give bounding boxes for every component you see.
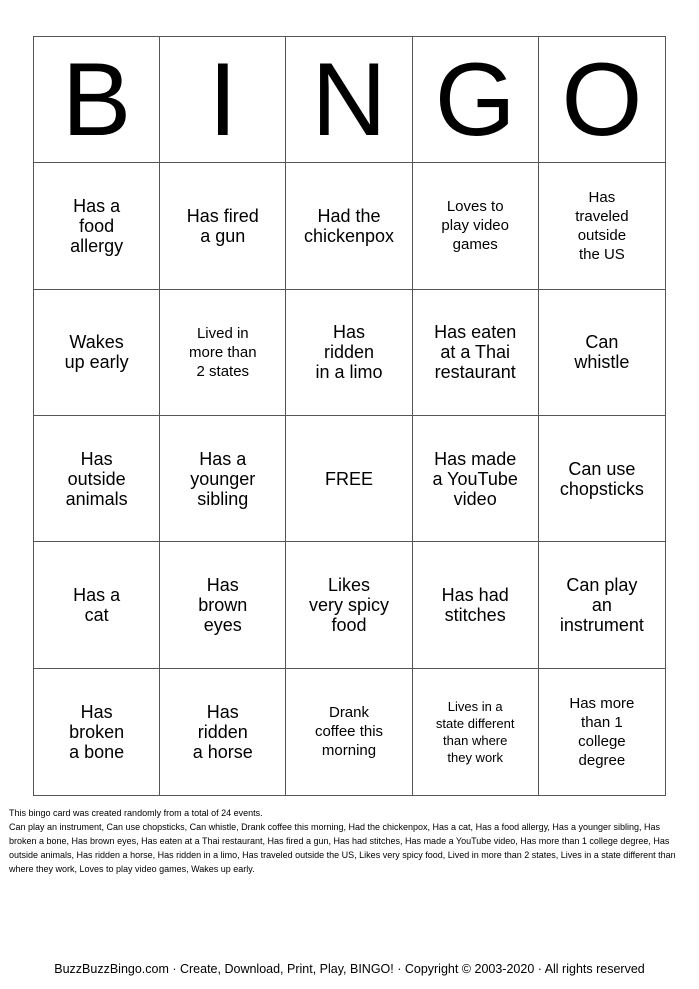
bingo-square: Lives in a state different than where they work (413, 669, 539, 795)
bingo-square: Has a food allergy (34, 163, 160, 289)
bingo-square: Likes very spicy food (286, 542, 412, 668)
bingo-square: Has had stitches (413, 542, 539, 668)
header-letter-n: N (286, 37, 412, 163)
footnote-summary: This bingo card was created randomly from a total of 24 events. (9, 808, 263, 818)
bingo-square: Has eaten at a Thai restaurant (413, 290, 539, 416)
bingo-square: Has broken a bone (34, 669, 160, 795)
bingo-square: Can whistle (539, 290, 665, 416)
bingo-square: Has a cat (34, 542, 160, 668)
bingo-square: Lived in more than 2 states (160, 290, 286, 416)
bingo-square: Had the chickenpox (286, 163, 412, 289)
bingo-square: Can play an instrument (539, 542, 665, 668)
header-letter-i: I (160, 37, 286, 163)
bingo-square: Drank coffee this morning (286, 669, 412, 795)
bingo-square: Has traveled outside the US (539, 163, 665, 289)
bingo-square: Wakes up early (34, 290, 160, 416)
bingo-square: Has ridden in a limo (286, 290, 412, 416)
bingo-square: Has brown eyes (160, 542, 286, 668)
header-letter-b: B (34, 37, 160, 163)
bingo-square: Has made a YouTube video (413, 416, 539, 542)
footnote (9, 806, 684, 876)
bingo-square: Can use chopsticks (539, 416, 665, 542)
copyright-footer: BuzzBuzzBingo.com · Create, Download, Print, Play, BINGO! · Copyright © 2003-2020 · All rights reserved (54, 962, 645, 976)
bingo-card (33, 36, 666, 796)
bingo-square: Has a younger sibling (160, 416, 286, 542)
header-letter-g: G (413, 37, 539, 163)
footnote-event-list: Can play an instrument, Can use chopsticks, Can whistle, Drank coffee this morning, Had the chickenpox, Has a cat, Has a food allergy, Has a younger sibling, Has broken a bone, Has brown eyes, Has eaten at a Thai restaurant, Has fired a gun, Has had stitches, Has made a YouTube video, Has more than 1 college degree, Has outside animals, Has ridden a horse, Has ridden in a limo, Has traveled outside the US, Likes very spicy food, Lived in more than 2 states, Lives in a state different than where they work, Loves to play video games, Wakes up early. (9, 822, 676, 874)
bingo-square: Loves to play video games (413, 163, 539, 289)
bingo-square: Has more than 1 college degree (569, 694, 635, 769)
bingo-square: Has fired a gun (160, 163, 286, 289)
free-square: FREE (286, 416, 412, 542)
bingo-square: Has outside animals (34, 416, 160, 542)
header-letter-o: O (539, 37, 665, 163)
bingo-square: Has ridden a horse (160, 669, 286, 795)
